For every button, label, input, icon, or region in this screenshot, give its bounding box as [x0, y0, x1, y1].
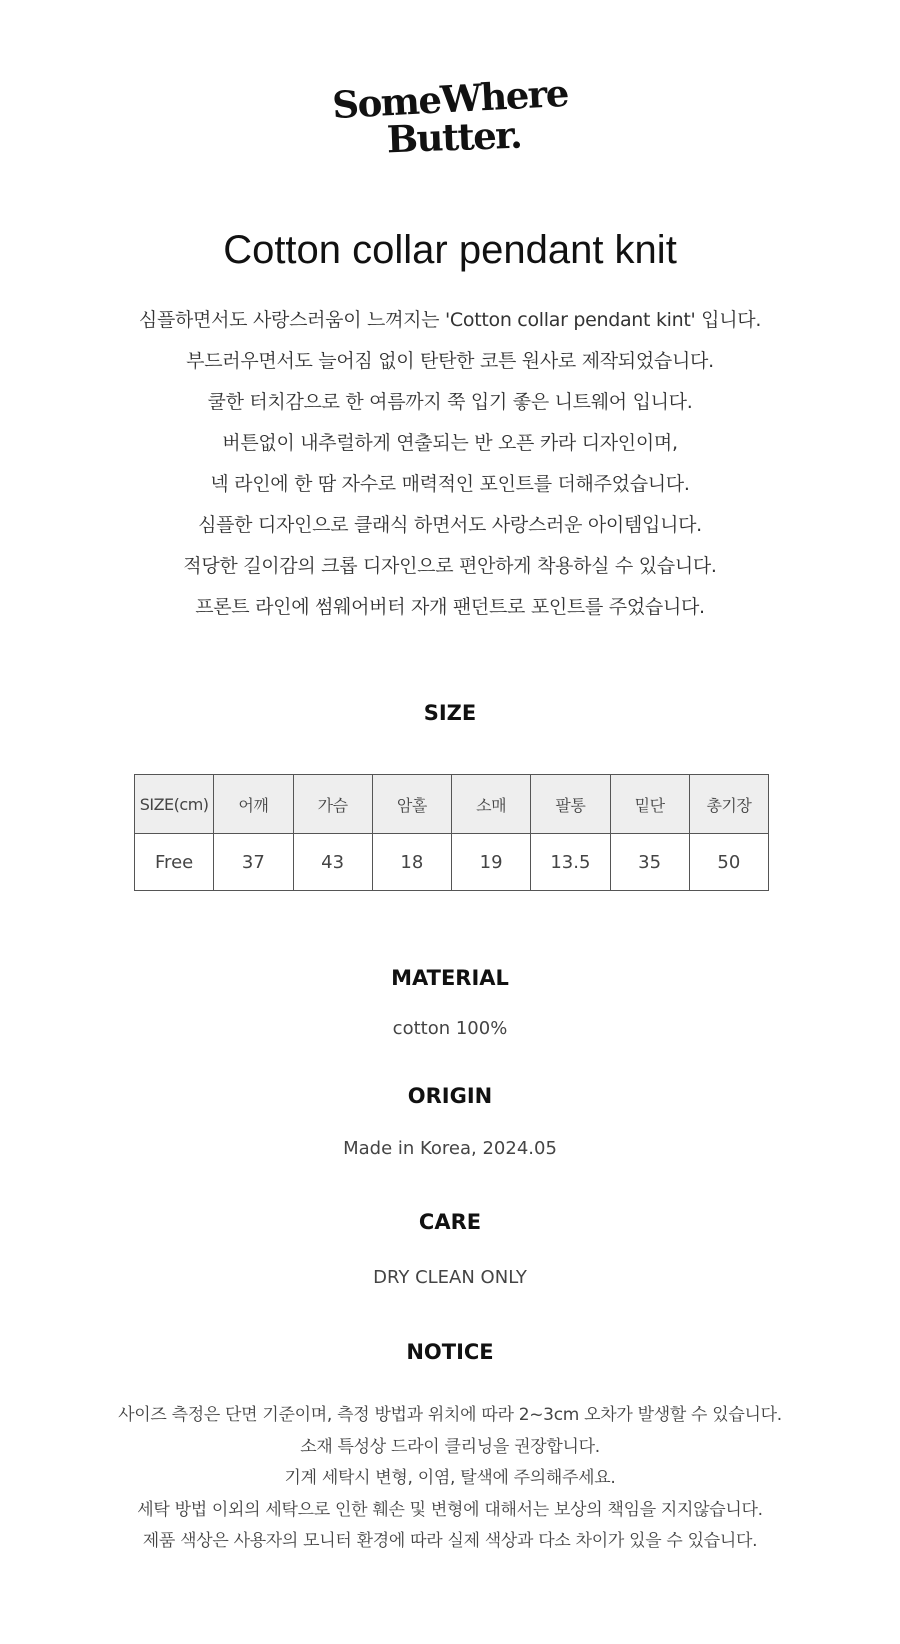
product-description	[0, 300, 900, 628]
description-line: 부드러우면서도 늘어짐 없이 탄탄한 코튼 원사로 제작되었습니다.	[186, 350, 714, 372]
notice-line: 세탁 방법 이외의 세탁으로 인한 훼손 및 변형에 대해서는 보상의 책임을 지지않습니다.	[137, 1499, 763, 1520]
size-table	[134, 774, 769, 891]
size-table-cell: 13.5	[531, 834, 610, 891]
size-table-cell: 18	[372, 834, 451, 891]
size-table-header-cell: 밑단	[610, 775, 689, 834]
table-row	[135, 834, 769, 891]
notice-line: 제품 색상은 사용자의 모니터 환경에 따라 실제 색상과 다소 차이가 있을 수 있습니다.	[142, 1531, 758, 1551]
origin-value: Made in Korea, 2024.05	[343, 1138, 557, 1159]
brand-logo	[0, 70, 900, 162]
size-table-header-row	[135, 775, 769, 834]
description-line: 적당한 길이감의 크롭 디자인으로 편안하게 착용하실 수 있습니다.	[183, 555, 717, 577]
description-line: 넥 라인에 한 땀 자수로 매력적인 포인트를 더해주었습니다.	[210, 473, 690, 495]
size-heading: SIZE	[423, 701, 477, 725]
notice-text	[0, 1400, 900, 1558]
description-line: 심플한 디자인으로 클래식 하면서도 사랑스러운 아이템입니다.	[198, 514, 702, 536]
notice-heading: NOTICE	[406, 1340, 494, 1364]
size-table-cell: 35	[610, 834, 689, 891]
description-line: 심플하면서도 사랑스러움이 느껴지는 'Cotton collar pendant kint' 입니다.	[138, 309, 762, 331]
description-line: 쿨한 터치감으로 한 여름까지 쭉 입기 좋은 니트웨어 입니다.	[207, 391, 693, 413]
logo-line-2: Butter.	[386, 112, 522, 162]
size-table-header-cell: 가슴	[293, 775, 372, 834]
care-heading: CARE	[418, 1210, 482, 1234]
size-table-header-cell: 암홀	[372, 775, 451, 834]
product-title: Cotton collar pendant knit	[223, 228, 677, 272]
material-heading: MATERIAL	[391, 966, 509, 990]
notice-line: 소재 특성상 드라이 클리닝을 권장합니다.	[300, 1436, 600, 1457]
size-table-cell: 43	[293, 834, 372, 891]
size-table-cell: 19	[452, 834, 531, 891]
origin-heading: ORIGIN	[407, 1084, 493, 1108]
description-line: 프론트 라인에 썸웨어버터 자개 팬던트로 포인트를 주었습니다.	[195, 596, 705, 618]
logo-line-1: SomeWhere	[331, 70, 569, 128]
notice-line: 사이즈 측정은 단면 기준이며, 측정 방법과 위치에 따라 2~3cm 오차가 발생할 수 있습니다.	[118, 1405, 782, 1425]
material-value: cotton 100%	[392, 1018, 508, 1039]
size-table-cell: Free	[135, 834, 214, 891]
notice-line: 기계 세탁시 변형, 이염, 탈색에 주의해주세요.	[284, 1468, 616, 1488]
size-table-header-cell: 총기장	[689, 775, 768, 834]
size-table-header-cell: SIZE(cm)	[135, 775, 214, 834]
size-table-header-cell: 팔통	[531, 775, 610, 834]
size-table-header-cell: 어깨	[214, 775, 293, 834]
care-value: DRY CLEAN ONLY	[373, 1267, 527, 1288]
size-table-cell: 37	[214, 834, 293, 891]
size-table-header-cell: 소매	[452, 775, 531, 834]
description-line: 버튼없이 내추럴하게 연출되는 반 오픈 카라 디자인이며,	[222, 432, 678, 454]
size-table-cell: 50	[689, 834, 768, 891]
